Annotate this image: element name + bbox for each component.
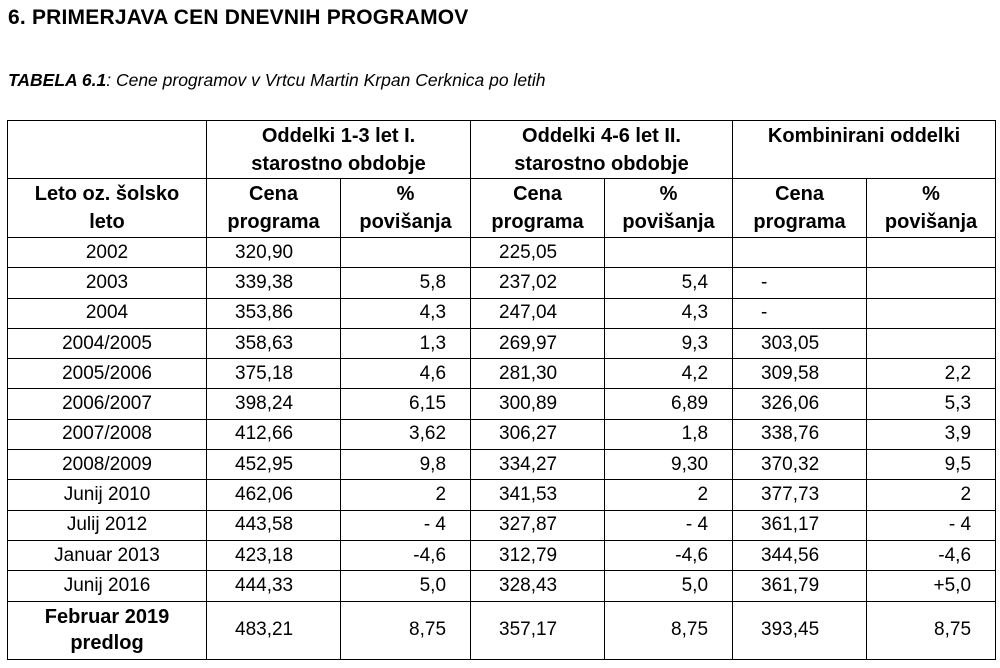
group-header-4-6: Oddelki 4-6 let II. starostno obdobje xyxy=(471,121,733,179)
empty-corner-cell xyxy=(8,121,207,179)
percent-1-3-cell: 4,3 xyxy=(341,298,471,328)
group-header-row xyxy=(8,121,996,179)
price-1-3-cell: 412,66 xyxy=(207,419,341,449)
price-1-3-cell: 398,24 xyxy=(207,389,341,419)
table-row xyxy=(8,328,996,358)
percent-combined-cell: 2 xyxy=(867,480,996,510)
price-header-3: Cena programa xyxy=(733,179,867,238)
percent-header-2: % povišanja xyxy=(605,179,733,238)
percent-4-6-cell: 4,2 xyxy=(605,359,733,389)
price-1-3-cell: 444,33 xyxy=(207,571,341,601)
percent-4-6-cell: - 4 xyxy=(605,510,733,540)
price-combined-cell: 377,73 xyxy=(733,480,867,510)
table-row xyxy=(8,298,996,328)
percent-1-3-cell: -4,6 xyxy=(341,540,471,570)
price-header-2: Cena programa xyxy=(471,179,605,238)
table-row xyxy=(8,540,996,570)
table-row xyxy=(8,389,996,419)
percent-combined-cell xyxy=(867,298,996,328)
percent-combined-cell: 3,9 xyxy=(867,419,996,449)
proposal-year-line1: Februar 2019 xyxy=(44,606,170,629)
percent-4-6-cell: 5,4 xyxy=(605,268,733,298)
price-4-6-cell: 341,53 xyxy=(471,480,605,510)
price-combined-cell: - xyxy=(733,298,867,328)
percent-combined-proposal-cell: 8,75 xyxy=(867,601,996,659)
group-header-1-3: Oddelki 1-3 let I. starostno obdobje xyxy=(207,121,471,179)
table-caption xyxy=(8,70,546,91)
year-cell: Junij 2010 xyxy=(8,480,207,510)
percent-1-3-cell xyxy=(341,238,471,268)
table-row xyxy=(8,268,996,298)
price-combined-cell: 338,76 xyxy=(733,419,867,449)
percent-1-3-cell: 5,0 xyxy=(341,571,471,601)
price-combined-cell: 344,56 xyxy=(733,540,867,570)
price-combined-cell: 326,06 xyxy=(733,389,867,419)
year-cell: 2004/2005 xyxy=(8,328,207,358)
proposal-row xyxy=(8,601,996,659)
percent-1-3-cell: 2 xyxy=(341,480,471,510)
price-4-6-cell: 237,02 xyxy=(471,268,605,298)
table-row xyxy=(8,510,996,540)
percent-4-6-cell: 2 xyxy=(605,480,733,510)
sub-header-row xyxy=(8,179,996,238)
year-cell: 2005/2006 xyxy=(8,359,207,389)
year-cell: 2003 xyxy=(8,268,207,298)
percent-1-3-cell: 9,8 xyxy=(341,450,471,480)
year-cell: 2004 xyxy=(8,298,207,328)
price-1-3-proposal-cell: 483,21 xyxy=(207,601,341,659)
price-4-6-cell: 328,43 xyxy=(471,571,605,601)
price-combined-cell: 370,32 xyxy=(733,450,867,480)
table-row xyxy=(8,419,996,449)
price-4-6-cell: 269,97 xyxy=(471,328,605,358)
price-1-3-cell: 358,63 xyxy=(207,328,341,358)
year-cell: 2006/2007 xyxy=(8,389,207,419)
percent-combined-cell: -4,6 xyxy=(867,540,996,570)
price-4-6-cell: 306,27 xyxy=(471,419,605,449)
price-4-6-cell: 327,87 xyxy=(471,510,605,540)
percent-1-3-cell: 6,15 xyxy=(341,389,471,419)
year-cell: 2002 xyxy=(8,238,207,268)
percent-1-3-cell: 3,62 xyxy=(341,419,471,449)
price-4-6-cell: 225,05 xyxy=(471,238,605,268)
year-cell: Januar 2013 xyxy=(8,540,207,570)
percent-1-3-cell: - 4 xyxy=(341,510,471,540)
percent-combined-cell xyxy=(867,328,996,358)
percent-1-3-cell: 4,6 xyxy=(341,359,471,389)
year-cell: 2007/2008 xyxy=(8,419,207,449)
percent-1-3-cell: 5,8 xyxy=(341,268,471,298)
price-4-6-proposal-cell: 357,17 xyxy=(471,601,605,659)
price-1-3-cell: 353,86 xyxy=(207,298,341,328)
price-combined-cell: 309,58 xyxy=(733,359,867,389)
year-cell: 2008/2009 xyxy=(8,450,207,480)
price-combined-proposal-cell: 393,45 xyxy=(733,601,867,659)
percent-4-6-cell: 6,89 xyxy=(605,389,733,419)
price-1-3-cell: 443,58 xyxy=(207,510,341,540)
price-1-3-cell: 320,90 xyxy=(207,238,341,268)
percent-4-6-cell: 9,3 xyxy=(605,328,733,358)
price-1-3-cell: 339,38 xyxy=(207,268,341,298)
price-1-3-cell: 375,18 xyxy=(207,359,341,389)
price-combined-cell: 361,17 xyxy=(733,510,867,540)
percent-4-6-cell: -4,6 xyxy=(605,540,733,570)
percent-4-6-cell: 1,8 xyxy=(605,419,733,449)
year-cell: Junij 2016 xyxy=(8,571,207,601)
percent-combined-cell: 2,2 xyxy=(867,359,996,389)
year-column-header: Leto oz. šolsko leto xyxy=(8,179,207,238)
percent-combined-cell: - 4 xyxy=(867,510,996,540)
caption-label: TABELA 6.1 xyxy=(8,70,107,90)
percent-4-6-cell xyxy=(605,238,733,268)
proposal-year-cell xyxy=(8,601,207,659)
table-row xyxy=(8,359,996,389)
price-combined-cell: 361,79 xyxy=(733,571,867,601)
price-table xyxy=(7,120,996,660)
price-4-6-cell: 334,27 xyxy=(471,450,605,480)
price-4-6-cell: 300,89 xyxy=(471,389,605,419)
percent-1-3-proposal-cell: 8,75 xyxy=(341,601,471,659)
caption-text: : Cene programov v Vrtcu Martin Krpan Cerknica po letih xyxy=(106,70,546,90)
price-combined-cell: 303,05 xyxy=(733,328,867,358)
group-header-combined: Kombinirani oddelki xyxy=(733,121,996,179)
price-1-3-cell: 423,18 xyxy=(207,540,341,570)
percent-combined-cell: +5,0 xyxy=(867,571,996,601)
percent-1-3-cell: 1,3 xyxy=(341,328,471,358)
table-row xyxy=(8,571,996,601)
price-4-6-cell: 247,04 xyxy=(471,298,605,328)
table-row xyxy=(8,480,996,510)
percent-4-6-cell: 4,3 xyxy=(605,298,733,328)
percent-header-3: % povišanja xyxy=(867,179,996,238)
price-4-6-cell: 312,79 xyxy=(471,540,605,570)
proposal-year-line2: predlog xyxy=(70,632,144,655)
table-row xyxy=(8,238,996,268)
price-combined-cell xyxy=(733,238,867,268)
year-cell: Julij 2012 xyxy=(8,510,207,540)
percent-4-6-cell: 5,0 xyxy=(605,571,733,601)
percent-combined-cell xyxy=(867,238,996,268)
page-heading: 6. PRIMERJAVA CEN DNEVNIH PROGRAMOV xyxy=(8,6,469,29)
percent-combined-cell: 9,5 xyxy=(867,450,996,480)
percent-header-1: % povišanja xyxy=(341,179,471,238)
price-1-3-cell: 462,06 xyxy=(207,480,341,510)
price-header-1: Cena programa xyxy=(207,179,341,238)
price-1-3-cell: 452,95 xyxy=(207,450,341,480)
percent-combined-cell xyxy=(867,268,996,298)
percent-4-6-cell: 9,30 xyxy=(605,450,733,480)
percent-4-6-proposal-cell: 8,75 xyxy=(605,601,733,659)
percent-combined-cell: 5,3 xyxy=(867,389,996,419)
price-combined-cell: - xyxy=(733,268,867,298)
table-row xyxy=(8,450,996,480)
price-4-6-cell: 281,30 xyxy=(471,359,605,389)
